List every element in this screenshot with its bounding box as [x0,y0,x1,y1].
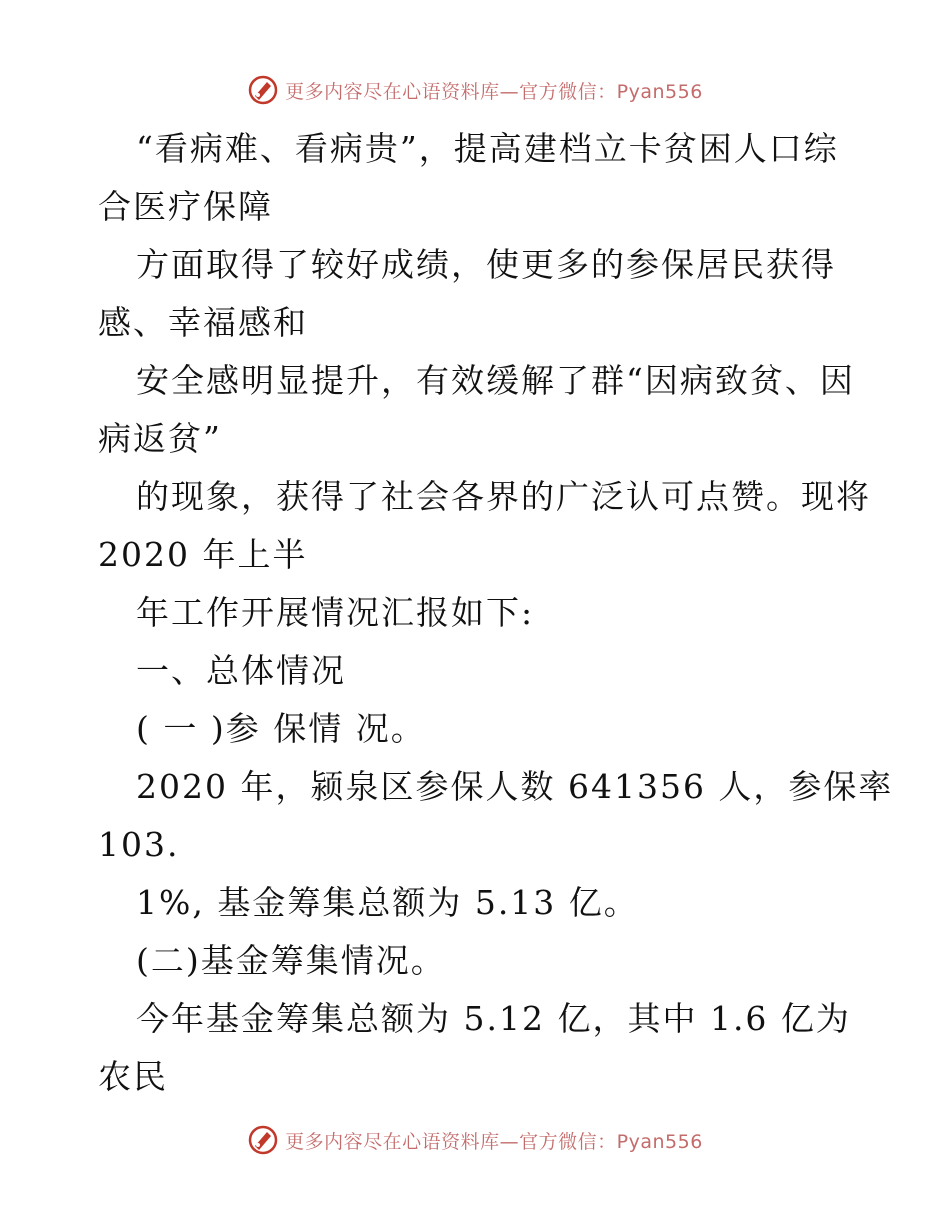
text-line: 1%, 基金筹集总额为 5.13 亿。 [136,883,639,922]
text-line: “看病难、看病贵”，提高建档立卡贫困人口综 [136,129,839,168]
text-line: 103. [98,825,180,864]
text-line: 病返贫” [98,419,222,458]
text-line: 方面取得了较好成绩，使更多的参保居民获得 [136,245,836,284]
text-line: 今年基金筹集总额为 5.12 亿，其中 1.6 亿为 [136,999,851,1038]
brand-logo-icon [247,74,279,106]
watermark-text: 更多内容尽在心语资料库—官方微信：Pyan556 [285,1130,703,1153]
text-line: 农民 [98,1057,168,1096]
text-line: 年工作开展情况汇报如下: [136,593,535,632]
text-line: 2020 年上半 [98,535,308,574]
watermark-text: 更多内容尽在心语资料库—官方微信：Pyan556 [285,80,703,103]
header-watermark [0,74,950,106]
text-line: ( 一 )参 保情 况。 [136,709,426,748]
brand-logo-icon [247,1124,279,1156]
footer-watermark [0,1124,950,1156]
text-line: 的现象，获得了社会各界的广泛认可点赞。现将 [136,477,871,516]
text-line: 安全感明显提升，有效缓解了群“因病致贫、因 [136,361,855,400]
text-line: 一、总体情况 [136,651,346,690]
document-body [98,120,894,1106]
text-line: (二)基金筹集情况。 [136,941,446,980]
text-line: 感、幸福感和 [98,303,308,342]
text-line: 合医疗保障 [98,187,273,226]
text-line: 2020 年，颍泉区参保人数 641356 人，参保率 [136,767,894,806]
